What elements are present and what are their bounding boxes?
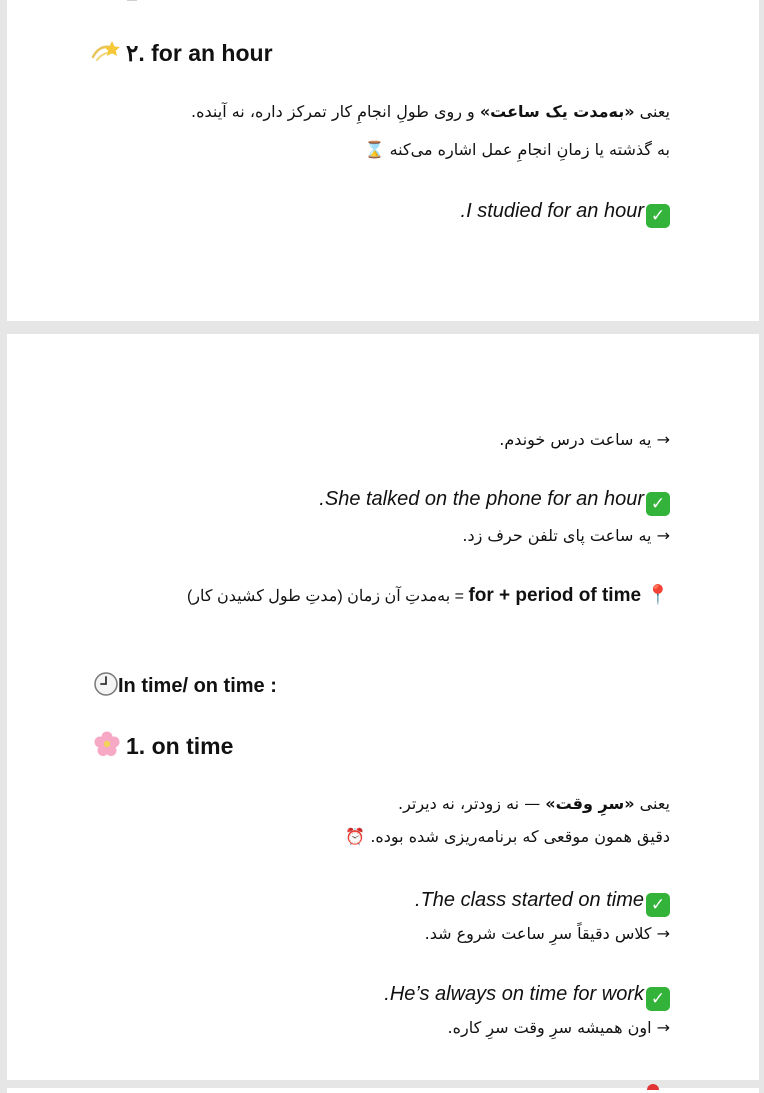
heading-title: on time	[151, 733, 234, 759]
rule-explanation: = به‌مدتِ آن زمان (مدتِ طول کشیدن کار)	[186, 588, 469, 605]
meaning-line-1: یعنی «به‌مدت یک ساعت» و روی طولِ انجامِ کار تمرکز داره، نه آینده.	[191, 102, 670, 121]
on-time-example-1-english: ✓The class started on time.	[415, 889, 670, 917]
section-heading-for-an-hour	[90, 38, 273, 70]
on-time-meaning-line-1: یعنی «سرِ وقت» — نه زودتر، نه دیرتر.	[397, 794, 670, 813]
example-2-english: ✓She talked on the phone for an hour.	[319, 488, 670, 516]
meaning-bold-term: «به‌مدت یک ساعت»	[479, 102, 635, 121]
alarm-clock-icon: ⏰	[345, 827, 366, 846]
on-time-meaning-line-2: دقیق همون موقعی که برنامه‌ریزی شده بوده. ⏰	[345, 827, 670, 846]
page-top-mark	[127, 0, 137, 1]
on-time-example-1-persian: → کلاس دقیقاً سرِ ساعت شروع شد.	[424, 924, 670, 943]
pin-icon-partial	[647, 1084, 659, 1090]
example-2-persian: → یه ساعت پای تلفن حرف زد.	[462, 526, 670, 545]
heading-number: 1.	[126, 733, 146, 759]
rule-formula: for + period of time	[468, 585, 642, 606]
example-1-english: ✓I studied for an hour.	[461, 200, 670, 228]
on-time-example-2-persian: → اون همیشه سرِ وقت سرِ کاره.	[447, 1018, 670, 1037]
heading-number: ۲.	[126, 40, 145, 66]
heading-title: for an hour	[151, 40, 273, 66]
clock-icon	[94, 672, 118, 702]
pin-icon: 📍	[646, 584, 670, 606]
section-title-in-time-on-time: In time/ on time :	[94, 672, 277, 702]
on-time-example-2-english: ✓He’s always on time for work.	[384, 983, 670, 1011]
check-mark-icon: ✓	[646, 204, 670, 228]
hourglass-icon: ⌛	[364, 140, 385, 159]
meaning-bold-term: «سرِ وقت»	[545, 794, 635, 813]
dizzy-star-icon	[90, 38, 120, 70]
section-heading-on-time	[94, 731, 233, 763]
check-mark-icon: ✓	[646, 987, 670, 1011]
meaning-line-2: به گذشته یا زمانِ انجامِ عمل اشاره می‌کنه ⌛	[364, 140, 670, 159]
check-mark-icon: ✓	[646, 893, 670, 917]
check-mark-icon: ✓	[646, 492, 670, 516]
cherry-blossom-icon	[94, 731, 120, 763]
example-1-persian: → یه ساعت درس خوندم.	[499, 430, 670, 449]
rule-for-period-of-time	[187, 583, 670, 607]
